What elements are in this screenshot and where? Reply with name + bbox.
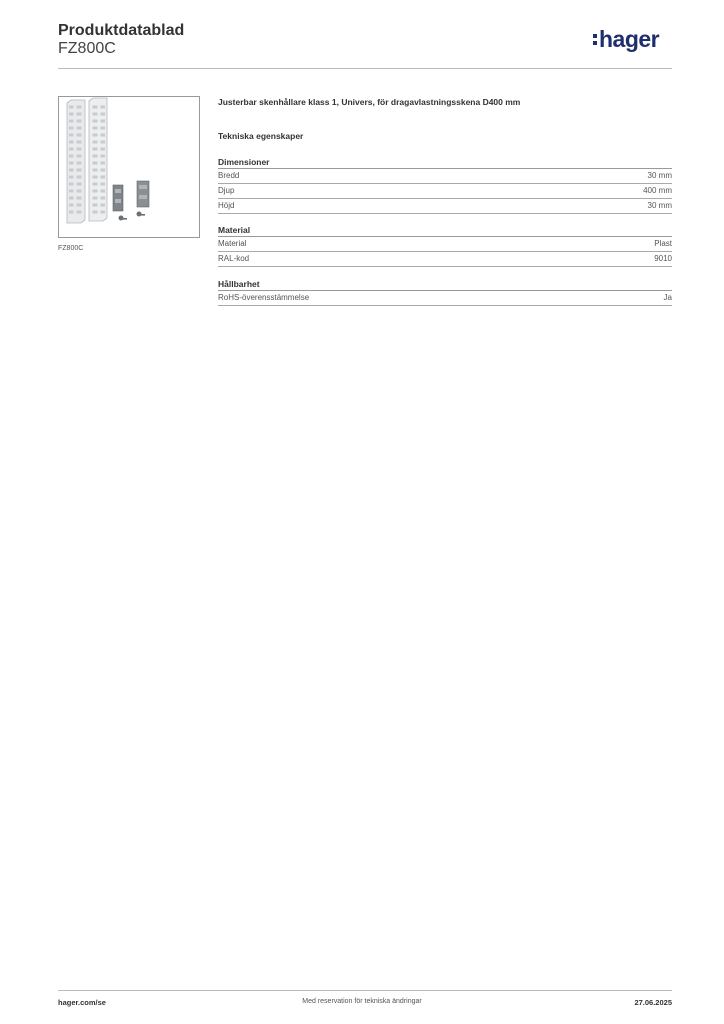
table-row bbox=[218, 199, 672, 214]
row-value: 400 mm bbox=[643, 186, 672, 195]
logo-text: hager bbox=[599, 26, 660, 52]
hager-logo bbox=[593, 28, 659, 51]
product-description: Justerbar skenhållare klass 1, Univers, för dragavlastningsskena D400 mm bbox=[218, 97, 521, 107]
footer-divider bbox=[58, 990, 672, 991]
page-title: Produktdatablad bbox=[58, 22, 185, 39]
footer-date: 27.06.2025 bbox=[634, 998, 672, 1007]
row-value: Plast bbox=[654, 239, 672, 248]
row-label: Bredd bbox=[218, 171, 240, 180]
table-row bbox=[218, 237, 672, 252]
section-title: Hållbarhet bbox=[218, 278, 672, 291]
section-material bbox=[218, 224, 672, 267]
row-value: 30 mm bbox=[647, 201, 672, 210]
row-label: Höjd bbox=[218, 201, 235, 210]
row-label: RoHS-överensstämmelse bbox=[218, 293, 310, 302]
product-code: FZ800C bbox=[58, 40, 116, 57]
image-caption: FZ800C bbox=[58, 245, 84, 252]
table-row bbox=[218, 184, 672, 199]
section-sustainability bbox=[218, 278, 672, 306]
footer-disclaimer: Med reservation för tekniska ändringar bbox=[302, 998, 422, 1005]
tech-properties-title: Tekniska egenskaper bbox=[218, 131, 304, 141]
row-value: 9010 bbox=[654, 254, 672, 263]
logo-dots-icon bbox=[593, 34, 598, 48]
table-row bbox=[218, 291, 672, 306]
header-divider bbox=[58, 68, 672, 69]
table-row bbox=[218, 252, 672, 267]
row-label: Djup bbox=[218, 186, 235, 195]
row-label: RAL-kod bbox=[218, 254, 250, 263]
rail-holder-illustration bbox=[59, 97, 199, 237]
footer-website: hager.com/se bbox=[58, 998, 106, 1007]
section-title: Dimensioner bbox=[218, 156, 672, 169]
row-label: Material bbox=[218, 239, 247, 248]
section-title: Material bbox=[218, 224, 672, 237]
table-row bbox=[218, 169, 672, 184]
product-image bbox=[58, 96, 200, 238]
row-value: 30 mm bbox=[647, 171, 672, 180]
row-value: Ja bbox=[663, 293, 672, 302]
section-dimensions bbox=[218, 156, 672, 214]
